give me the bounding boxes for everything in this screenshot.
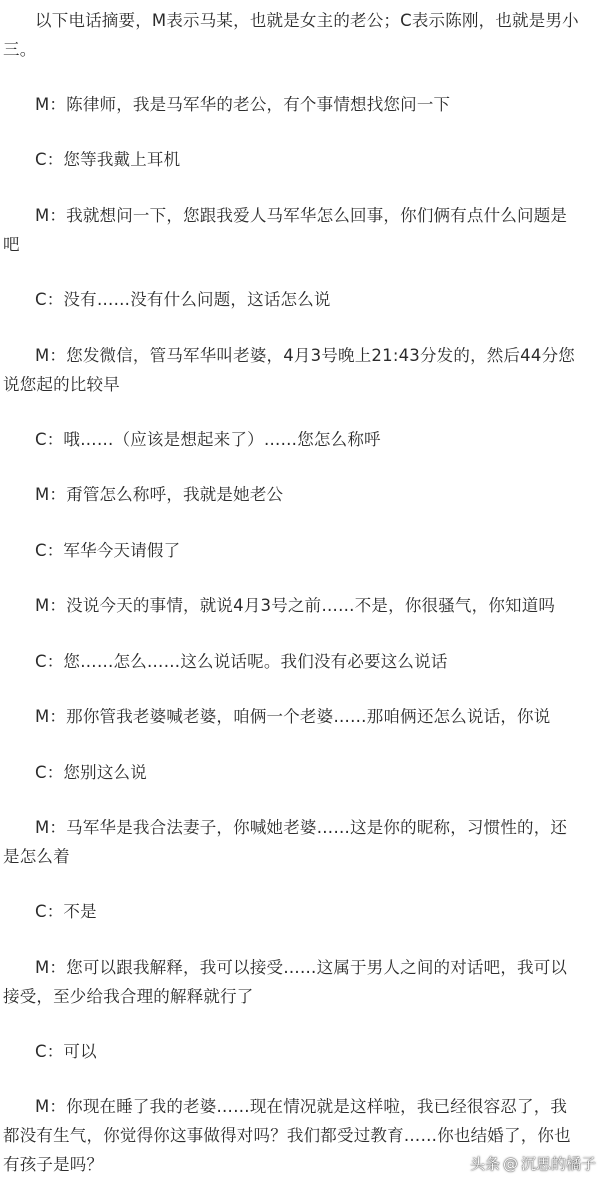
dialogue-paragraph: M：你现在睡了我的老婆……现在情况就是这样啦，我已经很容忍了，我都没有生气，你觉得你这事做得对吗？我们都受过教育……你也结婚了，你也有孩子是吗？ [3, 1097, 571, 1174]
dialogue-paragraph: C：不是 [35, 902, 97, 921]
dialogue-paragraph: C：您别这么说 [35, 763, 147, 782]
watermark-author: 沉思的橘子 [520, 1155, 596, 1173]
source-watermark [470, 1153, 596, 1174]
dialogue-paragraph: C：您……怎么……这么说话呢。我们没有必要这么说话 [35, 652, 448, 671]
dialogue-paragraph: M：那你管我老婆喊老婆，咱俩一个老婆……那咱俩还怎么说话，你说 [35, 707, 551, 726]
dialogue-paragraph: C：可以 [35, 1042, 97, 1061]
dialogue-paragraph: M：陈律师，我是马军华的老公，有个事情想找您问一下 [35, 95, 451, 114]
at-icon: @ [502, 1154, 518, 1173]
dialogue-paragraph: C：没有……没有什么问题，这话怎么说 [35, 290, 331, 309]
dialogue-paragraph: C：您等我戴上耳机 [35, 150, 181, 169]
dialogue-paragraph: M：没说今天的事情，就说4月3号之前……不是，你很骚气，你知道吗 [35, 596, 556, 615]
intro-paragraph: 以下电话摘要，M表示马某，也就是女主的老公；C表示陈刚，也就是男小三。 [3, 11, 579, 59]
dialogue-paragraph: C：军华今天请假了 [35, 541, 181, 560]
dialogue-paragraph: M：您发微信，管马军华叫老婆，4月3号晚上21:43分发的，然后44分您说您起的比较早 [3, 346, 575, 394]
dialogue-paragraph: M：我就想问一下，您跟我爱人马军华怎么回事，你们俩有点什么问题是吧 [3, 206, 568, 254]
watermark-brand: 头条 [469, 1155, 500, 1173]
dialogue-paragraph: M：您可以跟我解释，我可以接受……这属于男人之间的对话吧，我可以接受，至少给我合理的解释就行了 [3, 958, 568, 1006]
dialogue-paragraph: C：哦……（应该是想起来了）……您怎么称呼 [35, 430, 381, 449]
dialogue-paragraph: M：马军华是我合法妻子，你喊她老婆……这是你的昵称，习惯性的，还是怎么着 [3, 818, 568, 866]
dialogue-paragraph: M：甭管怎么称呼，我就是她老公 [35, 485, 284, 504]
